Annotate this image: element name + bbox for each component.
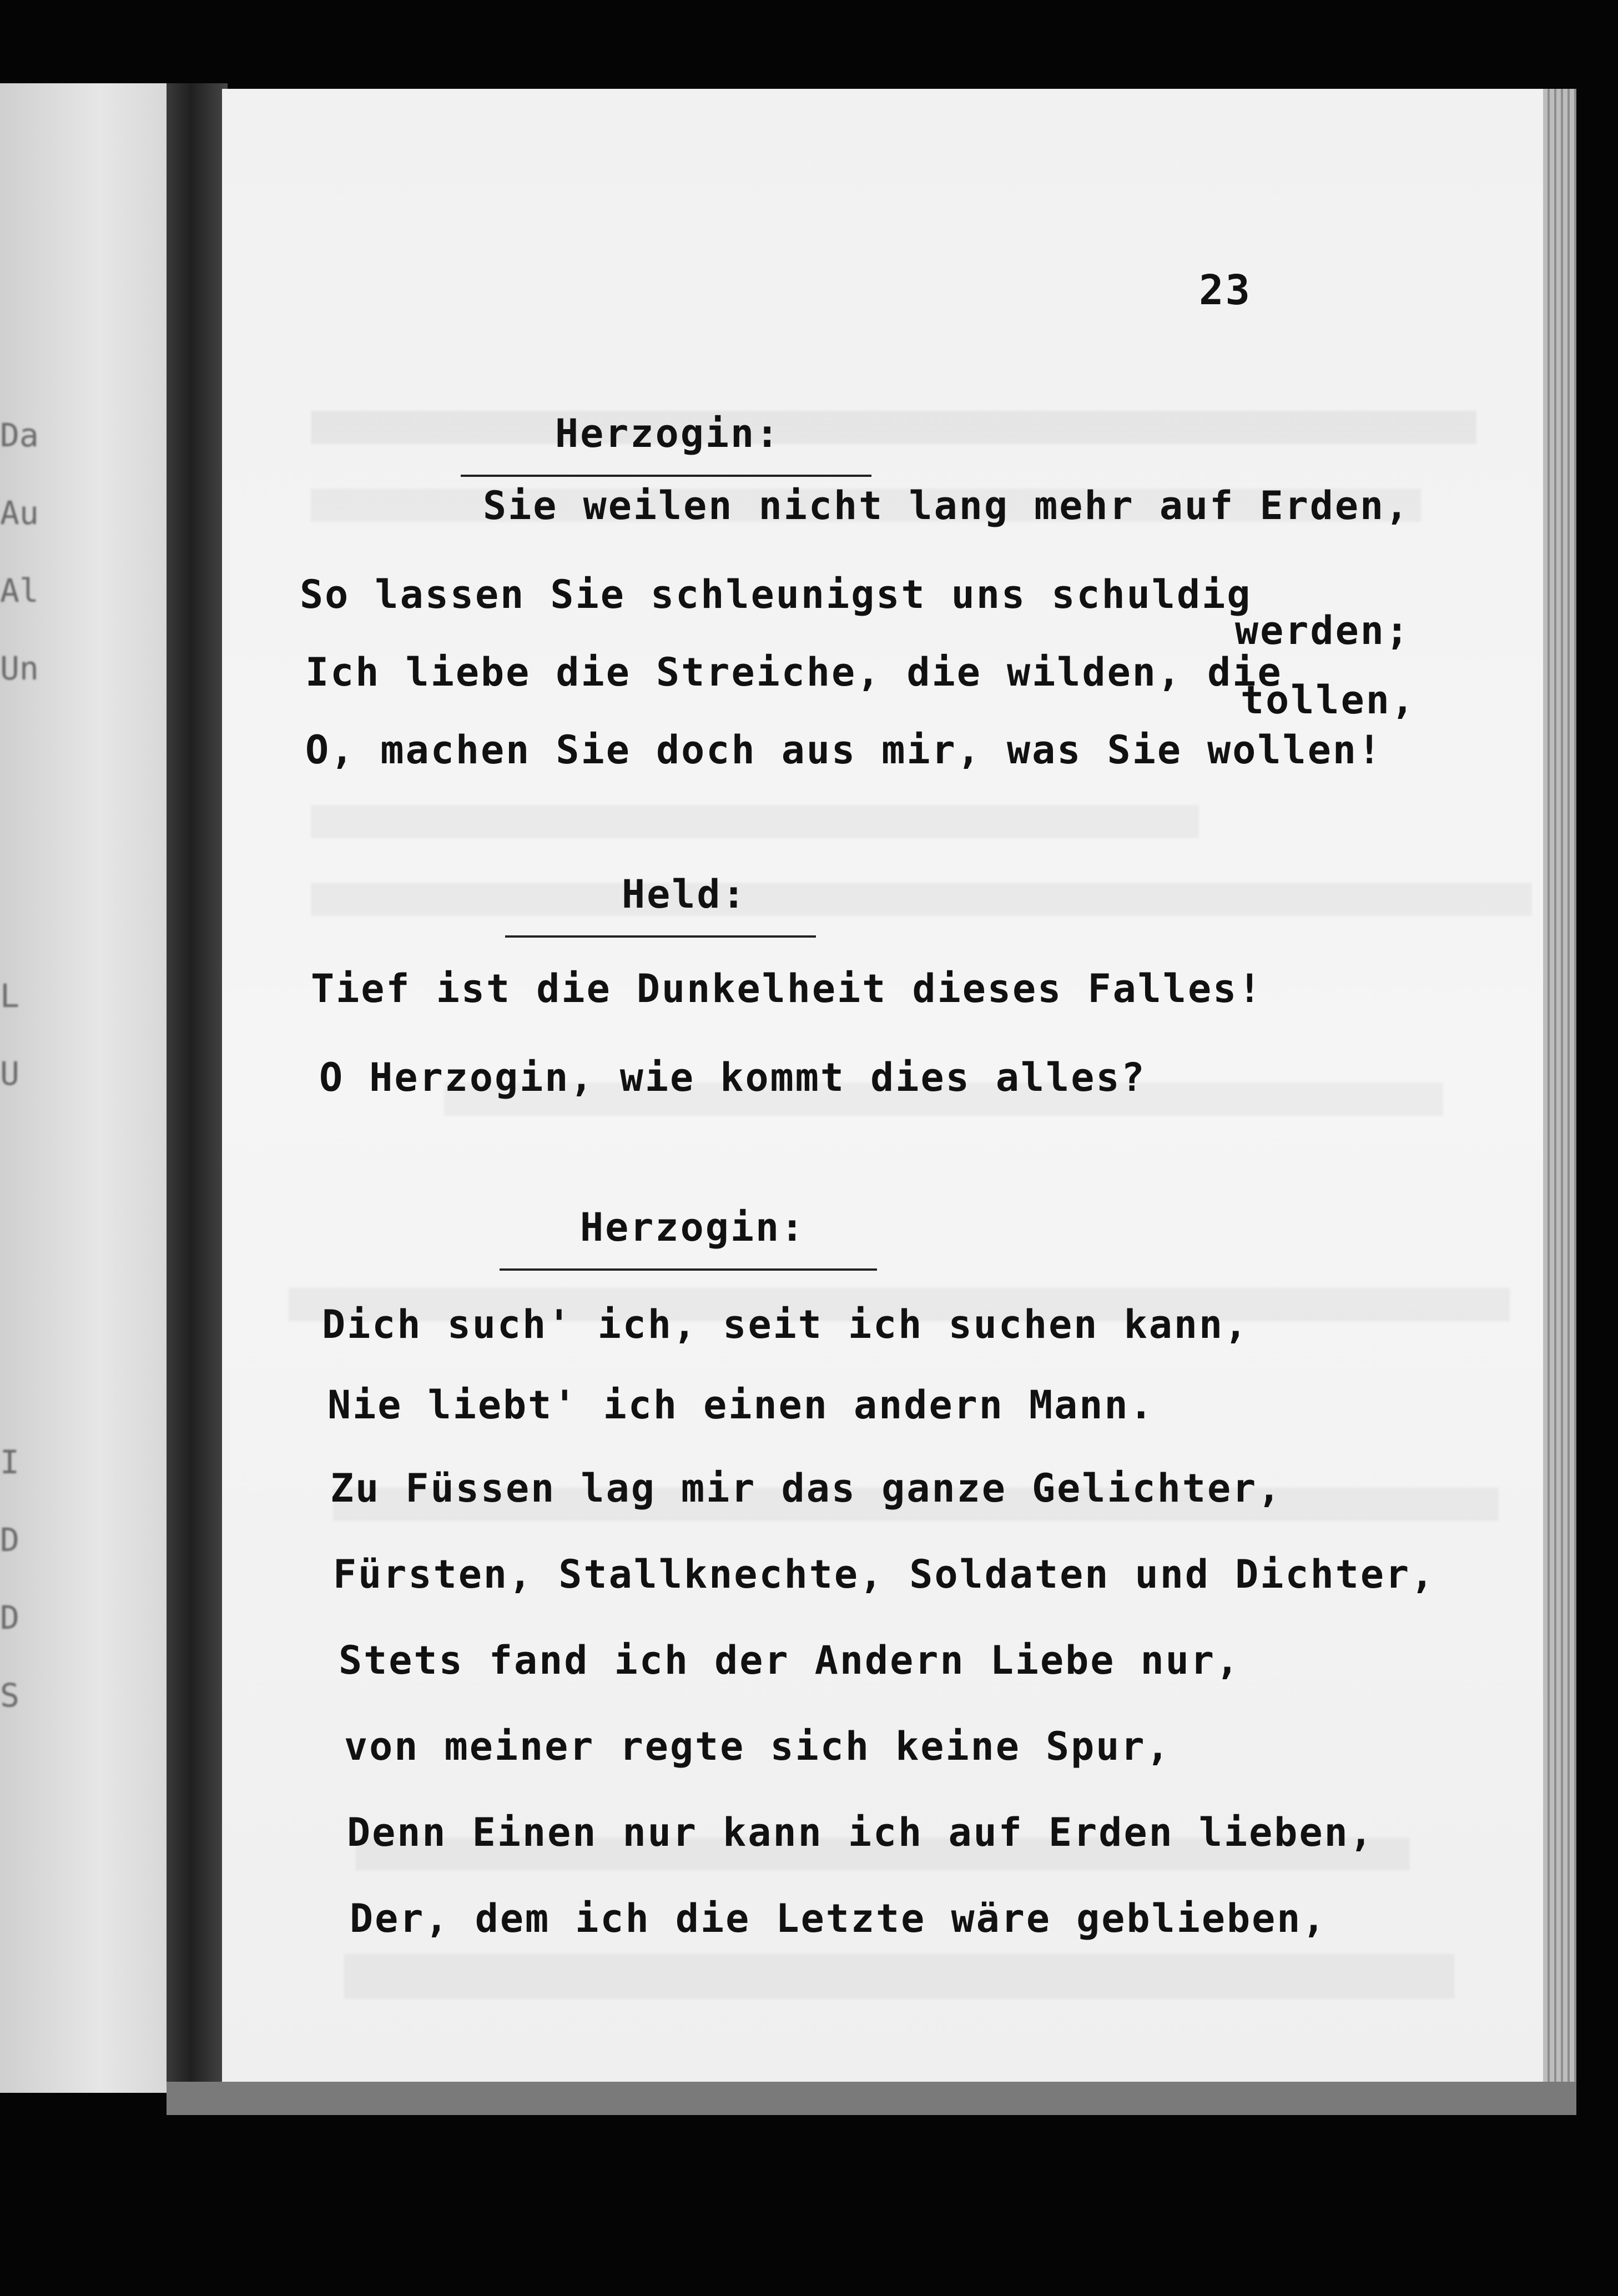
- left-page-fragment: Un: [0, 649, 39, 687]
- verse-line: Denn Einen nur kann ich auf Erden lieben,: [347, 1810, 1374, 1855]
- book-gutter: [167, 83, 228, 2093]
- bleed-through: [311, 411, 1476, 444]
- bleed-through: [311, 883, 1532, 916]
- page-number: 23: [1199, 266, 1252, 314]
- verse-line: So lassen Sie schleunigst uns schuldig: [300, 572, 1252, 617]
- verse-line: Zu Füssen lag mir das ganze Gelichter,: [330, 1466, 1283, 1511]
- verse-line: Sie weilen nicht lang mehr auf Erden,: [483, 483, 1410, 528]
- page-bottom-edge: [167, 2082, 1576, 2115]
- speaker-heading: Held:: [622, 872, 747, 917]
- typescript-page: [222, 89, 1543, 2082]
- bleed-through: [311, 805, 1199, 838]
- verse-line: O Herzogin, wie kommt dies alles?: [319, 1055, 1146, 1100]
- verse-line: Tief ist die Dunkelheit dieses Falles!: [311, 966, 1263, 1011]
- verse-line: Ich liebe die Streiche, die wilden, die: [305, 649, 1283, 695]
- speaker-underline: [500, 1268, 877, 1271]
- bleed-through: [344, 1954, 1454, 1998]
- speaker-underline: [461, 475, 871, 477]
- speaker-heading: Herzogin:: [555, 411, 781, 456]
- left-page-fragment: U: [0, 1055, 19, 1092]
- left-page-fragment: S: [0, 1676, 19, 1714]
- left-page-fragment: D: [0, 1521, 19, 1559]
- left-page-fragment: Da: [0, 416, 39, 454]
- left-page-fragment: I: [0, 1443, 19, 1481]
- verse-line: werden;: [1235, 608, 1411, 653]
- verse-line: von meiner regte sich keine Spur,: [344, 1724, 1171, 1769]
- verse-line: Dich such' ich, seit ich suchen kann,: [322, 1302, 1249, 1347]
- speaker-heading: Herzogin:: [580, 1205, 806, 1250]
- left-page-fragment: L: [0, 977, 19, 1015]
- verse-line: Stets fand ich der Andern Liebe nur,: [339, 1638, 1241, 1683]
- verse-line: O, machen Sie doch aus mir, was Sie wollen!: [305, 727, 1383, 773]
- left-page-fragment: Au: [0, 494, 39, 532]
- verse-line: tollen,: [1241, 677, 1417, 723]
- left-page-fragment: D: [0, 1599, 19, 1637]
- verse-line: Der, dem ich die Letzte wäre geblieben,: [350, 1896, 1327, 1941]
- adjacent-page: [0, 83, 167, 2093]
- left-page-fragment: Al: [0, 572, 39, 610]
- page-stack-edge: [1543, 89, 1576, 2082]
- speaker-underline: [505, 935, 816, 938]
- verse-line: Nie liebt' ich einen andern Mann.: [327, 1382, 1155, 1428]
- verse-line: Fürsten, Stallknechte, Soldaten und Dichter,: [333, 1552, 1436, 1597]
